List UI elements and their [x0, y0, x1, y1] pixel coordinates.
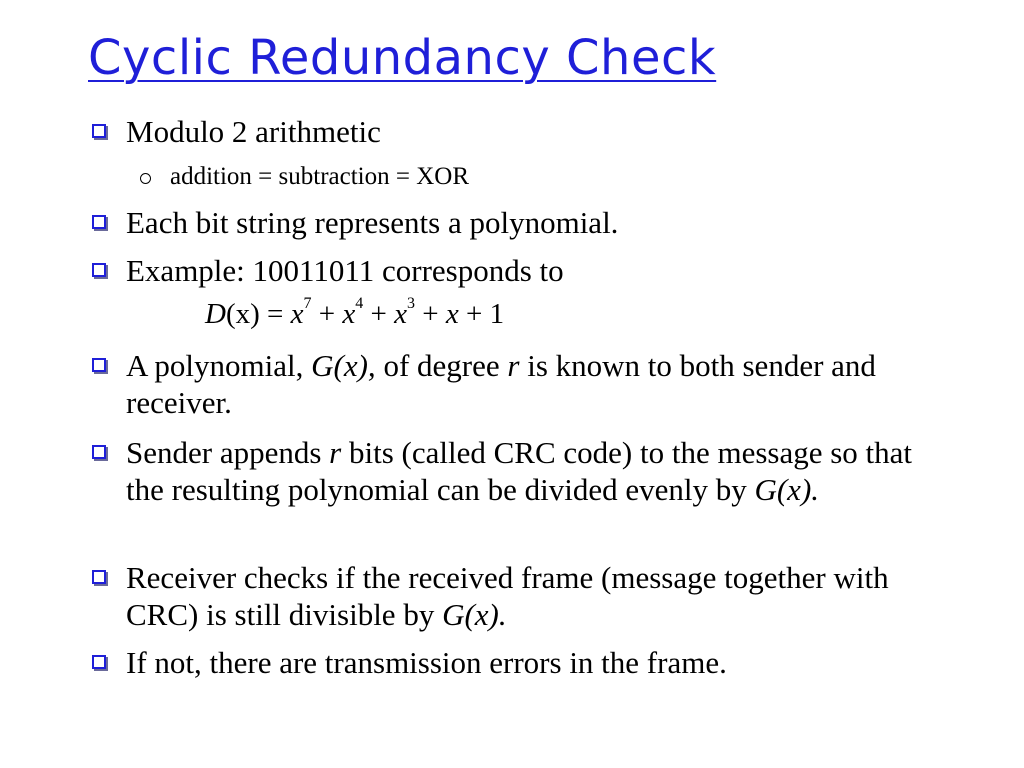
bullet-sender: Sender appends r bits (called CRC code) to the message so that the resulting polynomial can be divided evenly by G(x). [92, 434, 926, 508]
slide-title: Cyclic Redundancy Check [88, 30, 717, 86]
bullet-example: Example: 10011011 corresponds to [92, 252, 926, 289]
bullet-receiver: Receiver checks if the received frame (message together with CRC) is still divisible by G(x). [92, 559, 926, 633]
polynomial-formula: $D(x) = x^7 + x^4 + x^3 + x + 1$ [205, 295, 505, 330]
square-bullet-icon [92, 124, 106, 138]
square-bullet-icon [92, 358, 106, 372]
square-bullet-icon [92, 655, 106, 669]
bullet-bit-string: Each bit string represents a polynomial. [92, 204, 926, 241]
bullet-modulo: Modulo 2 arithmetic [92, 113, 926, 150]
bullet-polynomial-g: A polynomial, G(x), of degree r is known to both sender and receiver. [92, 347, 926, 421]
sub-bullet-xor: addition = subtraction = XOR [140, 163, 469, 191]
square-bullet-icon [92, 215, 106, 229]
bullet-errors: If not, there are transmission errors in the frame. [92, 644, 926, 681]
square-bullet-icon [92, 445, 106, 459]
square-bullet-icon [92, 570, 106, 584]
square-bullet-icon [92, 263, 106, 277]
circle-bullet-icon [140, 173, 151, 184]
